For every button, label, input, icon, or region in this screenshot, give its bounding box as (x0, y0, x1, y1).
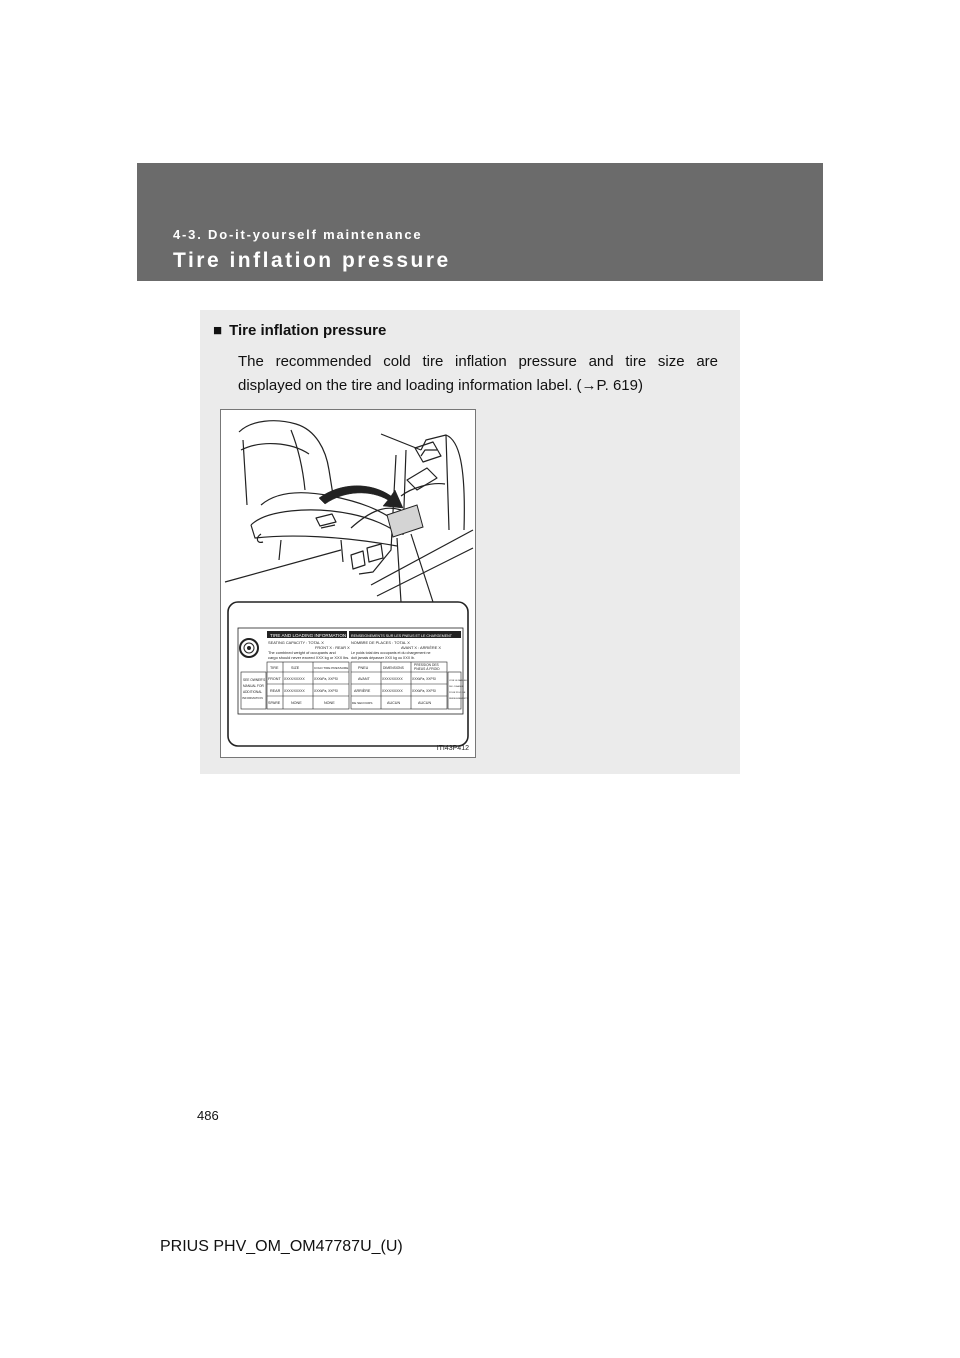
page-number: 486 (197, 1108, 219, 1123)
cell-avant: AVANT (358, 677, 370, 681)
figure-id: ITI43P412 (436, 745, 469, 752)
label-seating-en-2: FRONT X : REAR X (315, 645, 350, 650)
body-paragraph (238, 350, 718, 398)
info-box (200, 310, 740, 774)
header-dimensions: DIMENSIONS (383, 666, 404, 670)
cell-rear-size: XXXX/XXXXX (284, 689, 305, 693)
pillar-label-marker (387, 505, 423, 537)
cell-front: FRONT (268, 677, 281, 681)
sub-heading-text: Tire inflation pressure (229, 322, 387, 339)
section-label: 4-3. Do-it-yourself maintenance (173, 227, 423, 242)
header-pneus-froid: PNEUS À FROID (414, 667, 440, 671)
side-fr-1: VOIR LE MANUEL (449, 680, 468, 682)
label-title-en: TIRE AND LOADING INFORMATION (270, 633, 347, 638)
cell-secours: DE SECOURS (352, 701, 373, 705)
cell-rear-pressure: XXXkPa, XXPSI (314, 689, 338, 693)
header-pneu: PNEU (358, 666, 369, 670)
cell-arriere-size: XXXX/XXXXX (382, 689, 403, 693)
page-title: Tire inflation pressure (173, 249, 451, 272)
cell-spare: SPARE (268, 701, 281, 705)
side-en-3: ADDITIONAL (243, 690, 263, 694)
illustration-svg (221, 410, 475, 757)
header-tire: TIRE (270, 666, 279, 670)
label-weight-en-1: The combined weight of occupants and (268, 650, 336, 655)
cell-rear: REAR (270, 689, 281, 693)
label-seating-en: SEATING CAPACITY : TOTAL X (268, 640, 324, 645)
header-cold-pressure: COLD TIRE PRESSURE (314, 666, 349, 670)
side-fr-2: DE L'USAGER (449, 686, 464, 688)
cell-arriere: ARRIÈRE (354, 689, 371, 693)
side-en-1: SEE OWNER'S (243, 678, 266, 682)
header-pression: PRESSION DES (414, 663, 439, 667)
cell-secours-size: AUCUN (387, 701, 401, 705)
cell-secours-pressure: AUCUN (418, 701, 432, 705)
chapter-header-bar (137, 163, 823, 281)
footer-code: PRIUS PHV_OM_OM47787U_(U) (160, 1238, 403, 1255)
cell-front-pressure: XXXkPa, XXPSI (314, 677, 338, 681)
seat-and-door-illustration (225, 421, 473, 596)
side-fr-4: RENSEIGNEMENTS (449, 698, 468, 700)
cell-spare-size: NONE (291, 701, 302, 705)
label-weight-fr-2: doit jamais dépasser XXX kg ou XXX lb. (351, 656, 415, 660)
label-title-fr: RENSEIGNEMENTS SUR LES PNEUS ET LE CHARGEMENT (351, 634, 452, 638)
header-size: SIZE (291, 666, 300, 670)
side-fr-3: POUR PLUS DE (449, 692, 466, 694)
square-bullet-icon: ■ (213, 322, 223, 339)
label-weight-en-2: cargo should never exceed XXX kg or XXX lbs. (268, 655, 350, 660)
tire-label-figure (220, 409, 476, 758)
cell-avant-size: XXXX/XXXXX (382, 677, 403, 681)
side-en-4: INFORMATION (242, 696, 263, 700)
paragraph-line: The recommended cold tire inflation pressure and tire size are (238, 353, 718, 370)
label-seating-fr-2: AVANT X : ARRIÈRE X (401, 645, 441, 650)
side-en-2: MANUAL FOR (243, 684, 264, 688)
label-weight-fr-1: Le poids total des occupants et du chargement ne (351, 651, 431, 655)
paragraph-line: displayed on the tire and loading information label. (→P. 619) (238, 377, 643, 394)
cell-avant-pressure: XXXkPa, XXPSI (412, 677, 436, 681)
label-seating-fr: NOMBRE DE PLACES : TOTAL X (351, 640, 410, 645)
cell-spare-pressure: NONE (324, 701, 335, 705)
cell-arriere-pressure: XXXkPa, XXPSI (412, 689, 436, 693)
cell-front-size: XXXX/XXXXX (284, 677, 305, 681)
sub-heading (213, 322, 386, 339)
